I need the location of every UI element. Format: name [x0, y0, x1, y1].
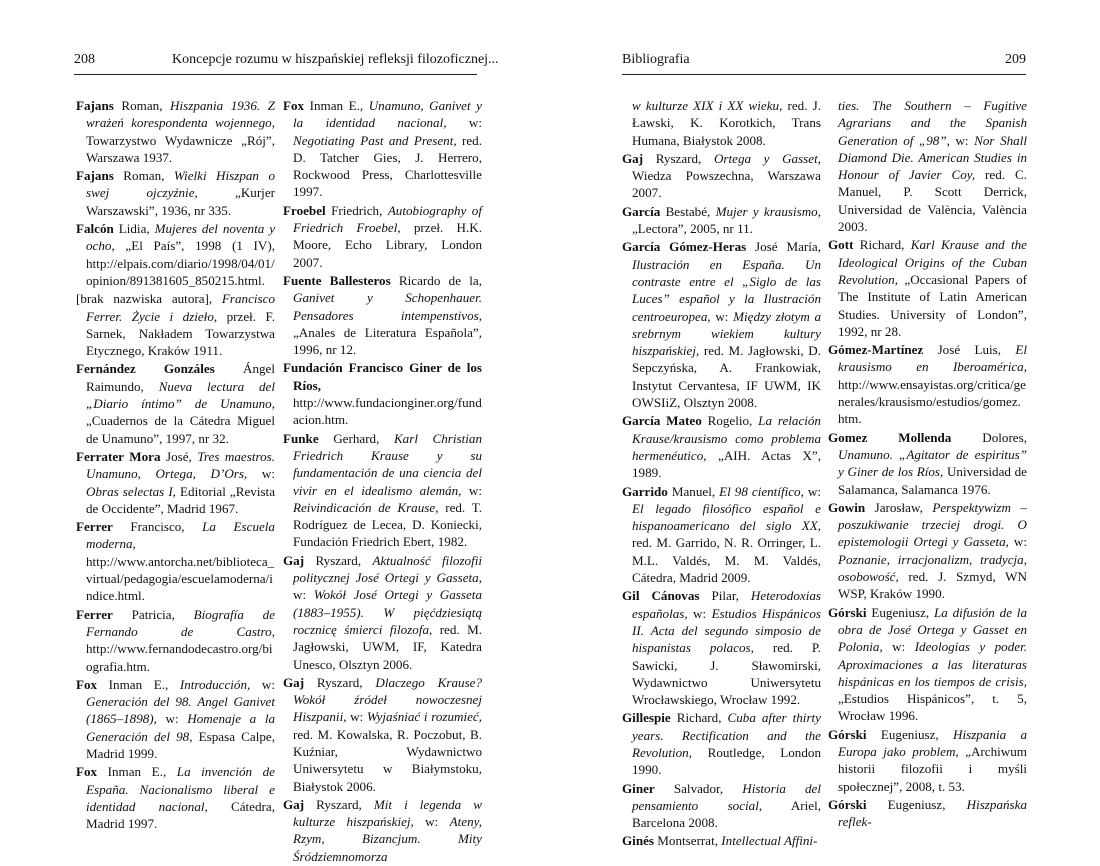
entry-text: red. M. Garrido, N. R. Orringer, L. M.L. Valdés, M. M. Valdés, Cátedra, Madrid 2009. [632, 535, 821, 586]
bibliography-column [76, 97, 275, 833]
entry-text: Inman E., [97, 764, 177, 780]
bibliography-entry [622, 780, 821, 832]
entry-text: Universidad de Salamanca, Salamanca 1976. [838, 464, 1027, 497]
entry-text: „Cuadernos de la Cátedra Miguel de Unamuno”, 1997, nr 32. [86, 413, 275, 446]
bibliography-entry [76, 220, 275, 289]
entry-title: Hiszpania 1936. Z wrażeń korespondenta wojennego, [86, 98, 275, 131]
entry-text: José Luis, [923, 342, 1016, 358]
entry-title: Obras selectas I, [86, 483, 176, 499]
header-rule-left [74, 74, 477, 75]
entry-title: Perspektywizm – poszukiwanie trzeciej drogi. O epistemologii Ortegi y Gasseta, [838, 499, 1027, 550]
entry-author: García Mateo [622, 413, 702, 429]
entry-title: Nor Shall Diamond Die. American Studies in Honour of Javier Coy, [838, 132, 1027, 183]
entry-text: Roman, [113, 98, 171, 113]
entry-title: Estudios Hispánicos II. Acta del segundo simposio de hispanistas polacos, [632, 605, 821, 656]
entry-text: Rogelio, [701, 413, 759, 429]
entry-title: ties. The Southern – Fugitive Agrarians and the Spanish Generation of „98”, [838, 98, 1027, 148]
entry-author: Fernández Gonzáles [76, 361, 215, 377]
entry-text: „Archiwum historii filozofii i myśli społecznej”, 2008, t. 53. [838, 743, 1027, 794]
entry-title: Autobiography of Friedrich Froebel, [293, 202, 482, 236]
entry-author: Górski [828, 796, 867, 812]
entry-text: red. D. Tatcher Gies, J. Herrero, Rockwood Press, Charlottesville 1997. [293, 132, 482, 200]
entry-author: Ginés [622, 833, 655, 849]
entry-title: Ganivet y Schopenhauer. Pensadores intempenstivos, [293, 290, 482, 323]
entry-text: „Kurjer Warszawski”, 1936, nr 335. [86, 185, 275, 218]
bibliography-entry [283, 552, 482, 673]
entry-text: Ariel, Barcelona 2008. [632, 797, 821, 831]
entry-text: Jarosław, [865, 499, 933, 515]
entry-text: Eugeniusz, [866, 604, 934, 620]
entry-title: La invención de España. Nacionalismo liberal e identidad nacional, [86, 764, 275, 814]
entry-text: Towarzystwo Wydawnicze „Rój”, Warszawa 1937. [86, 132, 275, 165]
entry-text: w: [1008, 534, 1027, 550]
entry-title: Nueva lectura del „Diario íntimo” de Unamuno, [86, 378, 275, 412]
entry-title: Negotiating Past and Present, [293, 132, 457, 148]
entry-title: La Escuela moderna, [86, 519, 275, 552]
bibliography-entry [622, 587, 821, 708]
entry-author: Gaj [283, 552, 305, 568]
entry-text: Manuel, [667, 483, 720, 499]
entry-title: El legado filosófico español e hispanoamericano del siglo XX, [632, 500, 821, 534]
entry-title: Tres maestros. Unamuno, Ortega, D’Ors, [86, 448, 275, 482]
entry-text: Ryszard, [304, 552, 373, 568]
entry-title: w kulturze XIX i XX wieku, [632, 98, 783, 113]
header-rule-right [622, 74, 1026, 75]
bibliography-entry [283, 796, 482, 865]
entry-text: red. J. Ławski, K. Korotkich, Trans Humana, Białystok 2008. [632, 98, 821, 148]
entry-text: red. J. Szmyd, WN WSP, Kraków 1990. [838, 569, 1027, 602]
entry-author: Gaj [622, 150, 644, 166]
bibliography-entry [76, 290, 275, 359]
entry-author: Gómez-Martínez [828, 342, 924, 358]
entry-text: Ángel Raimundo, [86, 361, 275, 394]
entry-author: Górski [828, 604, 867, 620]
entry-text: przeł. F. Sarnek, Nakładem Towarzystwa Etycznego, Kraków 1911. [86, 308, 276, 359]
entry-text: w: [710, 308, 734, 324]
entry-title: Aktualność filozofii politycznej José Ortegi y Gasseta, [293, 552, 482, 586]
entry-author: Ferrer [76, 606, 113, 622]
entry-author: García [622, 203, 661, 219]
entry-title: Reivindicación de Krause, [293, 499, 439, 515]
entry-text: Espasa Calpe, Madrid 1999. [86, 728, 275, 761]
entry-text: http://www.fernandodecastro.org/biografia.htm. [86, 641, 273, 674]
entry-title: Homenaje a la Generación del 98, [86, 711, 275, 744]
entry-text: Patricia, [112, 606, 194, 622]
entry-text: José, [160, 448, 198, 464]
bibliography-entry [622, 832, 821, 849]
entry-author: Froebel [283, 202, 326, 218]
entry-text: Wiedza Powszechna, Warszawa 2007. [632, 168, 821, 201]
bibliography-entry [76, 448, 275, 517]
bibliography-entry [828, 796, 1027, 831]
entry-author: Giner [622, 780, 655, 796]
right-page [550, 0, 1100, 849]
entry-text: Salvador, [654, 780, 743, 796]
bibliography-entry [283, 272, 482, 358]
entry-text: w: [250, 676, 275, 692]
entry-title: Wokół José Ortegi y Gasseta (1883–1955). W pięćdziesiątą rocznicę śmierci filozofa, [293, 587, 482, 637]
entry-author: Gil Cánovas [622, 588, 700, 604]
entry-title: Wyjaśniać i rozumieć, [366, 709, 482, 725]
bibliography-entry [76, 676, 275, 762]
entry-author: Gowin [828, 499, 866, 515]
entry-author: Falcón [76, 221, 114, 237]
entry-title: Intellectual Affini- [721, 833, 818, 849]
entry-text: w: [882, 639, 915, 655]
bibliography-column [283, 97, 482, 866]
entry-text: red. M. Kowalska, R. Poczobut, B. Kuźniar, Wydawnictwo Uniwersytetu w Białymstoku, Białystok 2006. [293, 726, 482, 794]
entry-title: Unamuno. „Agitator de espiritus” y Giner de los Ríos, [838, 446, 1027, 480]
entry-author: Gaj [283, 674, 305, 690]
entry-text: Bestabé, [660, 203, 716, 219]
entry-text: w: [461, 482, 482, 498]
entry-text: „Lectora”, 2005, nr 11. [632, 221, 753, 237]
entry-text: Inman E., [97, 676, 180, 692]
entry-text: Richard, [670, 710, 728, 726]
bibliography-entry [622, 412, 821, 481]
entry-title: Introducción, [179, 676, 251, 692]
entry-text: w: [247, 466, 275, 482]
entry-text: Roman, [113, 168, 174, 184]
entry-text: „AIH. Actas X”, 1989. [632, 447, 821, 481]
bibliography-entry [828, 604, 1027, 725]
left-page [0, 0, 550, 864]
bibliography-entry [622, 709, 821, 778]
entry-title: La relación Krause/krausismo como problema hermenéutico, [632, 413, 821, 463]
entry-text: „El País”, 1998 (1 IV), http://elpais.com/diario/1998/04/01/opinion/891381605_850215.html. [86, 238, 275, 288]
running-title-right: Bibliografia [622, 52, 690, 67]
page-number-left: 208 [74, 52, 95, 67]
entry-title: Historia del pensamiento social, [632, 780, 821, 813]
entry-text: red. T. Rodríguez de Lecea, D. Koniecki, Fundación Friedrich Ebert, 1982. [293, 499, 482, 550]
entry-text: José María, [746, 239, 821, 255]
entry-author: Fuente Ballesteros [283, 272, 391, 288]
entry-author: Fajans [76, 98, 114, 113]
entry-text: w: [446, 115, 482, 131]
bibliography-entry [828, 429, 1027, 498]
entry-title: El 98 científico, [719, 483, 804, 499]
entry-text: Dolores, [951, 429, 1027, 445]
entry-text: „Anales de Literatura Española”, 1996, nr 12. [293, 324, 482, 358]
entry-title: Ateny, Rzym, Bizancjum. Mity Śródziemnomorza [293, 814, 482, 864]
bibliography-entry [283, 359, 482, 428]
entry-text: w: [413, 814, 450, 830]
bibliography-entry [622, 483, 821, 587]
bibliography-entry [828, 499, 1027, 603]
bibliography-entry [622, 203, 821, 238]
entry-author: Gaj [283, 796, 305, 812]
entry-title: Francisco Ferrer. Życie i dzieło, [86, 291, 275, 324]
bibliography-entry [622, 97, 821, 149]
entry-text: Francisco, [112, 519, 203, 535]
entry-author: Fajans [76, 168, 114, 184]
entry-author: Gott [828, 237, 854, 253]
bibliography-entry [828, 341, 1027, 427]
bibliography-entry [76, 518, 275, 604]
bibliography-entry [622, 150, 821, 202]
bibliography-entry [76, 763, 275, 832]
entry-title: Mujer y krausismo, [715, 203, 821, 219]
entry-text: Friedrich, [325, 202, 388, 218]
entry-title: Biografía de Fernando de Castro, [86, 606, 276, 639]
entry-title: La difusión de la obra de José Ortega y Gasset en Polonia, [838, 604, 1027, 655]
bibliography-entry [76, 360, 275, 446]
entry-title: Mujeres del noventa y ocho, [86, 221, 276, 254]
entry-author: Gomez Mollenda [828, 429, 952, 445]
entry-title: Ortega y Gasset, [713, 150, 822, 166]
bibliography-entry [828, 726, 1027, 795]
entry-title: Dlaczego Krause? Wokół źródeł nowoczesnej Hiszpanii, [293, 674, 482, 725]
entry-title: Generación del 98. Angel Ganivet (1865–1898), [86, 694, 275, 727]
bibliography-entry [76, 167, 275, 219]
entry-title: Cuba after thirty years. Rectification and the Revolution, [632, 710, 821, 760]
entry-title: Hiszpańska reflek- [838, 796, 1027, 830]
bibliography-entry [283, 674, 482, 795]
entry-text: w: [346, 709, 367, 725]
entry-author: Fundación Francisco Giner de los Ríos, [283, 360, 482, 393]
entry-text: w: [949, 132, 975, 148]
entry-title: Mit i legenda w kulturze hiszpańskiej, [293, 796, 483, 830]
entry-author: Garrido [622, 483, 668, 499]
entry-title: Wielki Hiszpan o swej ojczyźnie, [86, 168, 275, 201]
entry-author: Fox [76, 764, 98, 780]
bibliography-entry [76, 97, 275, 166]
entry-text: Pilar, [699, 588, 751, 604]
entry-text: Ricardo de la, [390, 272, 482, 288]
entry-author: Fox [76, 676, 98, 692]
entry-text: „Occasional Papers of The Institute of Latin American Studies. University of London”, 1992, nr 28. [838, 271, 1027, 339]
bibliography-entry [828, 236, 1027, 340]
bibliography-entry [828, 97, 1027, 235]
entry-text: http://www.antorcha.net/biblioteca_virtual/pedagogia/escuelamoderna/indice.html. [86, 553, 275, 604]
entry-text: Ryszard, [304, 674, 376, 690]
entry-author: Funke [283, 430, 319, 446]
entry-author: Ferrater Mora [76, 448, 161, 464]
entry-title: Karl Krause and the Ideological Origins of the Cuban Revolution, [838, 237, 1027, 287]
bibliography-entry [622, 238, 821, 411]
entry-text: Eugeniusz, [866, 796, 967, 812]
entry-text: Ryszard, [643, 150, 714, 166]
entry-title: Heterodoxias españolas, [632, 588, 821, 621]
entry-author: Fox [283, 98, 305, 113]
entry-title: Ilustración en España. Un contraste entre el „Siglo de las Luces” español y la Ilustración centroeuropea, [632, 256, 821, 324]
entry-title: Hiszpania a Europa jako problem, [838, 726, 1027, 759]
entry-text: red. C. Manuel, P. Scott Derrick, Universidad de València, València 2003. [838, 167, 1027, 235]
entry-text: w: [293, 587, 314, 603]
entry-text: red. M. Jagłowski, D. Sepczyńska, A. Frankowiak, Instytut Cervantesa, IF UWM, IK OWSIiZ, Olsztyn 2008. [632, 343, 821, 411]
entry-text: [brak nazwiska autora], [76, 291, 222, 307]
entry-text: przeł. H.K. Moore, Echo Library, London 2007. [293, 220, 482, 270]
entry-text: Cátedra, Madrid 1997. [86, 798, 275, 832]
entry-author: Górski [828, 726, 867, 742]
entry-author: Ferrer [76, 519, 113, 535]
entry-text: w: [156, 711, 188, 727]
running-title-left: Koncepcje rozumu w hiszpańskiej refleksji filozoficznej... [172, 52, 499, 67]
entry-text: w: [803, 483, 821, 499]
entry-text: Richard, [853, 237, 911, 253]
entry-text: Montserrat, [654, 833, 722, 849]
entry-text: „Estudios Hispánicos”, t. 5, Wrocław 1996. [838, 691, 1027, 724]
entry-text: red. M. Jagłowski, UWM, IF, Katedra Unesco, Olsztyn 2006. [293, 621, 482, 672]
entry-text: Ryszard, [304, 796, 374, 812]
page-number-right: 209 [1005, 52, 1026, 67]
bibliography-column [828, 97, 1027, 831]
entry-title: Unamuno, Ganivet y la identidad nacional, [293, 98, 482, 131]
entry-title: Karl Christian Friedrich Krause y su fundamentación de una ciencia del vivir en el idealismo alemán, [293, 430, 482, 498]
entry-title: Poznanie, irracjonalizm, tradycja, osobowość, [838, 551, 1027, 585]
bibliography-column [622, 97, 821, 851]
entry-text: Eugeniusz, [866, 726, 954, 742]
entry-text: http://www.fundacionginer.org/fundacion.htm. [293, 395, 482, 428]
entry-text: Inman E., [304, 98, 369, 113]
entry-title: El krausismo en Iberoamérica, [838, 342, 1027, 375]
bibliography-entry [283, 430, 482, 551]
entry-text: red. P. Sawicki, J. Sławomirski, Wydawnictwo Uniwersytetu Wrocławskiego, Wrocław 1992. [632, 640, 821, 708]
entry-text: http://www.ensayistas.org/critica/generales/krausismo/estudios/gomez.htm. [838, 376, 1026, 427]
entry-text: Editorial „Revista de Occidente”, Madrid 1967. [86, 483, 276, 516]
bibliography-entry [283, 97, 482, 201]
entry-author: García Gómez-Heras [622, 239, 747, 255]
entry-text: Gerhard, [318, 430, 394, 446]
entry-text: Lidia, [113, 221, 155, 237]
entry-text: Routledge, London 1990. [632, 744, 821, 778]
entry-author: Gillespie [622, 710, 671, 726]
entry-title: Między złotym a srebrnym wiekiem kultury hiszpańskiej, [632, 308, 821, 359]
entry-title: Ideologias y poder. Aproximaciones a las literaturas hispánicas en los tiempos de crisis, [838, 639, 1027, 689]
entry-text: w: [687, 605, 712, 621]
bibliography-entry [283, 202, 482, 271]
bibliography-entry [76, 606, 275, 675]
